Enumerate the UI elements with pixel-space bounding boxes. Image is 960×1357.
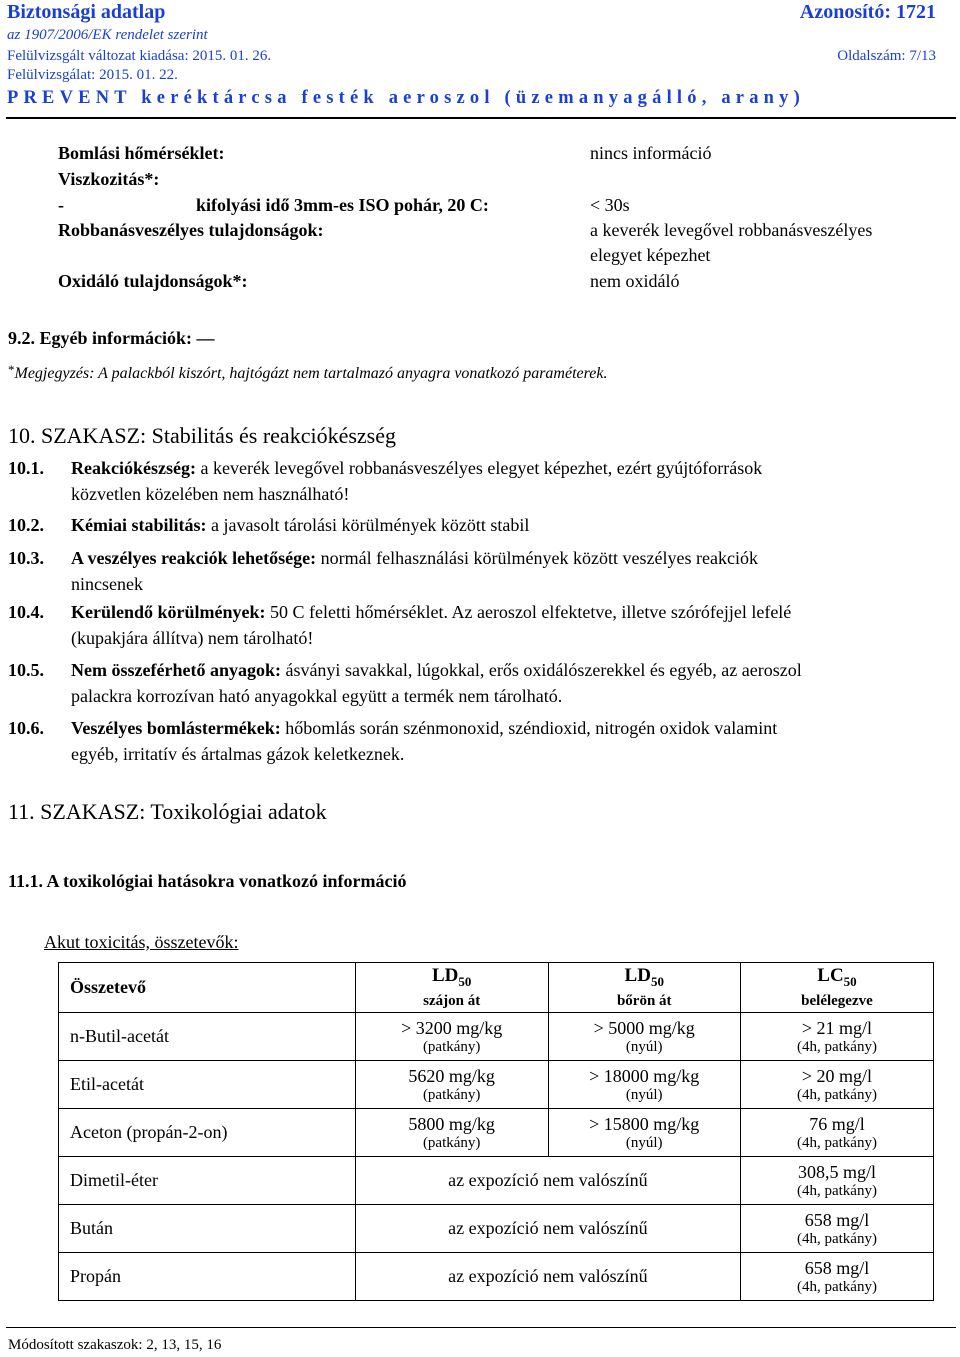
acute-toxicity-title: Akut toxicitás, összetevők: bbox=[44, 932, 239, 952]
prop-value-flowtime: < 30s bbox=[590, 195, 630, 215]
revision-issue: Felülvizsgált változat kiadása: 2015. 01. 26. bbox=[7, 48, 272, 64]
header-lc50-inhal: $LC_{50}$ belélegezve bbox=[740, 963, 933, 1013]
footnote-star: * bbox=[8, 362, 15, 377]
header-divider bbox=[6, 117, 956, 119]
table-row: Aceton (propán-2-on) 5800 mg/kg (patkány) > 15800 mg/kg (nyúl) 76 mg/l (4h, patkány) bbox=[59, 1109, 934, 1157]
item-text-2: (kupakjára állítva) nem tárolható! bbox=[71, 628, 314, 648]
prop-label-decomp: Bomlási hőmérséklet: bbox=[58, 143, 225, 163]
item-text: hőbomlás során szénmonoxid, széndioxid, nitrogén oxidok valamint bbox=[285, 718, 778, 738]
item-number: 10.6. bbox=[8, 718, 44, 738]
footer-divider bbox=[6, 1327, 956, 1328]
item-text: ásványi savakkal, lúgokkal, erős oxidálószerekkel és egyéb, az aeroszol bbox=[285, 660, 802, 680]
prop-label-flowtime: kifolyási idő 3mm-es ISO pohár, 20 C: bbox=[196, 195, 489, 215]
item-text: a javasolt tárolási körülmények között stabil bbox=[211, 515, 530, 535]
item-text-2: egyéb, irritatív és ártalmas gázok keletkeznek. bbox=[71, 744, 405, 764]
item-text: normál felhasználási körülmények között veszélyes reakciók bbox=[320, 548, 758, 568]
page-number: Oldalszám: 7/13 bbox=[837, 48, 936, 64]
item-10-6 bbox=[8, 715, 954, 767]
item-number: 10.2. bbox=[8, 515, 44, 535]
product-name: PREVENT keréktárcsa festék aeroszol (üzemanyagálló, arany) bbox=[7, 88, 805, 108]
footnote bbox=[8, 362, 608, 383]
item-number: 10.3. bbox=[8, 548, 44, 568]
prop-value-explosive: a keverék levegővel robbanásveszélyes bbox=[590, 220, 873, 240]
prop-label-viscosity: Viszkozitás*: bbox=[58, 169, 160, 189]
item-label: A veszélyes reakciók lehetősége: bbox=[71, 548, 317, 568]
prop-value-oxidizing: nem oxidáló bbox=[590, 271, 680, 291]
item-text-2: nincsenek bbox=[71, 574, 143, 594]
table-row: Propán az expozíció nem valószínű 658 mg/l (4h, patkány) bbox=[59, 1253, 934, 1301]
toxicity-table bbox=[58, 962, 934, 1301]
item-10-5 bbox=[8, 657, 954, 709]
header-ingredient: Összetevő bbox=[59, 963, 356, 1013]
item-text: 50 C feletti hőmérséklet. Az aeroszol elfektetve, illetve szórófejjel lefelé bbox=[270, 602, 792, 622]
prop-value-decomp: nincs információ bbox=[590, 143, 712, 163]
item-label: Reakciókészség: bbox=[71, 458, 196, 478]
item-10-2 bbox=[8, 512, 954, 538]
section-11-title: 11. SZAKASZ: Toxikológiai adatok bbox=[8, 799, 327, 824]
item-number: 10.5. bbox=[8, 660, 44, 680]
item-10-4 bbox=[8, 599, 954, 651]
document-title: Biztonsági adatlap bbox=[7, 1, 166, 23]
document-id: Azonosító: 1721 bbox=[799, 1, 936, 23]
item-label: Veszélyes bomlástermékek: bbox=[71, 718, 281, 738]
footnote-text: Megjegyzés: A palackból kiszórt, hajtógázt nem tartalmazó anyagra vonatkozó paraméterek. bbox=[14, 365, 608, 382]
regulation-note: az 1907/2006/EK rendelet szerint bbox=[7, 27, 208, 43]
prop-label-dash: - bbox=[58, 195, 64, 215]
item-number: 10.1. bbox=[8, 458, 44, 478]
item-10-3 bbox=[8, 545, 954, 597]
item-label: Nem összeférhető anyagok: bbox=[71, 660, 281, 680]
section-9-2-title: 9.2. Egyéb információk: — bbox=[8, 328, 215, 348]
prop-label-explosive: Robbanásveszélyes tulajdonságok: bbox=[58, 220, 324, 240]
table-row: Dimetil-éter az expozíció nem valószínű 308,5 mg/l (4h, patkány) bbox=[59, 1157, 934, 1205]
item-text-2: palackra korrozívan ható anyagokkal együtt a termék nem tárolható. bbox=[71, 686, 563, 706]
item-text-2: közvetlen közelében nem használható! bbox=[71, 484, 350, 504]
item-label: Kémiai stabilitás: bbox=[71, 515, 207, 535]
revision-date: Felülvizsgálat: 2015. 01. 22. bbox=[7, 67, 178, 83]
prop-label-oxidizing: Oxidáló tulajdonságok*: bbox=[58, 271, 248, 291]
modified-sections: Módosított szakaszok: 2, 13, 15, 16 bbox=[8, 1337, 222, 1353]
table-row: Bután az expozíció nem valószínű 658 mg/l (4h, patkány) bbox=[59, 1205, 934, 1253]
section-11-1-title: 11.1. A toxikológiai hatásokra vonatkozó információ bbox=[8, 871, 407, 891]
item-10-1 bbox=[8, 455, 954, 507]
header-ld50-oral: $LD_{50}$ szájon át bbox=[355, 963, 548, 1013]
prop-value-explosive-2: elegyet képezhet bbox=[590, 245, 711, 265]
section-10-title: 10. SZAKASZ: Stabilitás és reakciókészség bbox=[8, 423, 396, 448]
table-header-row bbox=[59, 963, 934, 1013]
header-ld50-dermal: $LD_{50}$ bőrön át bbox=[548, 963, 740, 1013]
table-row: Etil-acetát 5620 mg/kg (patkány) > 18000 mg/kg (nyúl) > 20 mg/l (4h, patkány) bbox=[59, 1061, 934, 1109]
item-number: 10.4. bbox=[8, 602, 44, 622]
item-text: a keverék levegővel robbanásveszélyes elegyet képezhet, ezért gyújtóforrások bbox=[200, 458, 763, 478]
table-row: n-Butil-acetát > 3200 mg/kg (patkány) > 5000 mg/kg (nyúl) > 21 mg/l (4h, patkány) bbox=[59, 1013, 934, 1061]
item-label: Kerülendő körülmények: bbox=[71, 602, 266, 622]
